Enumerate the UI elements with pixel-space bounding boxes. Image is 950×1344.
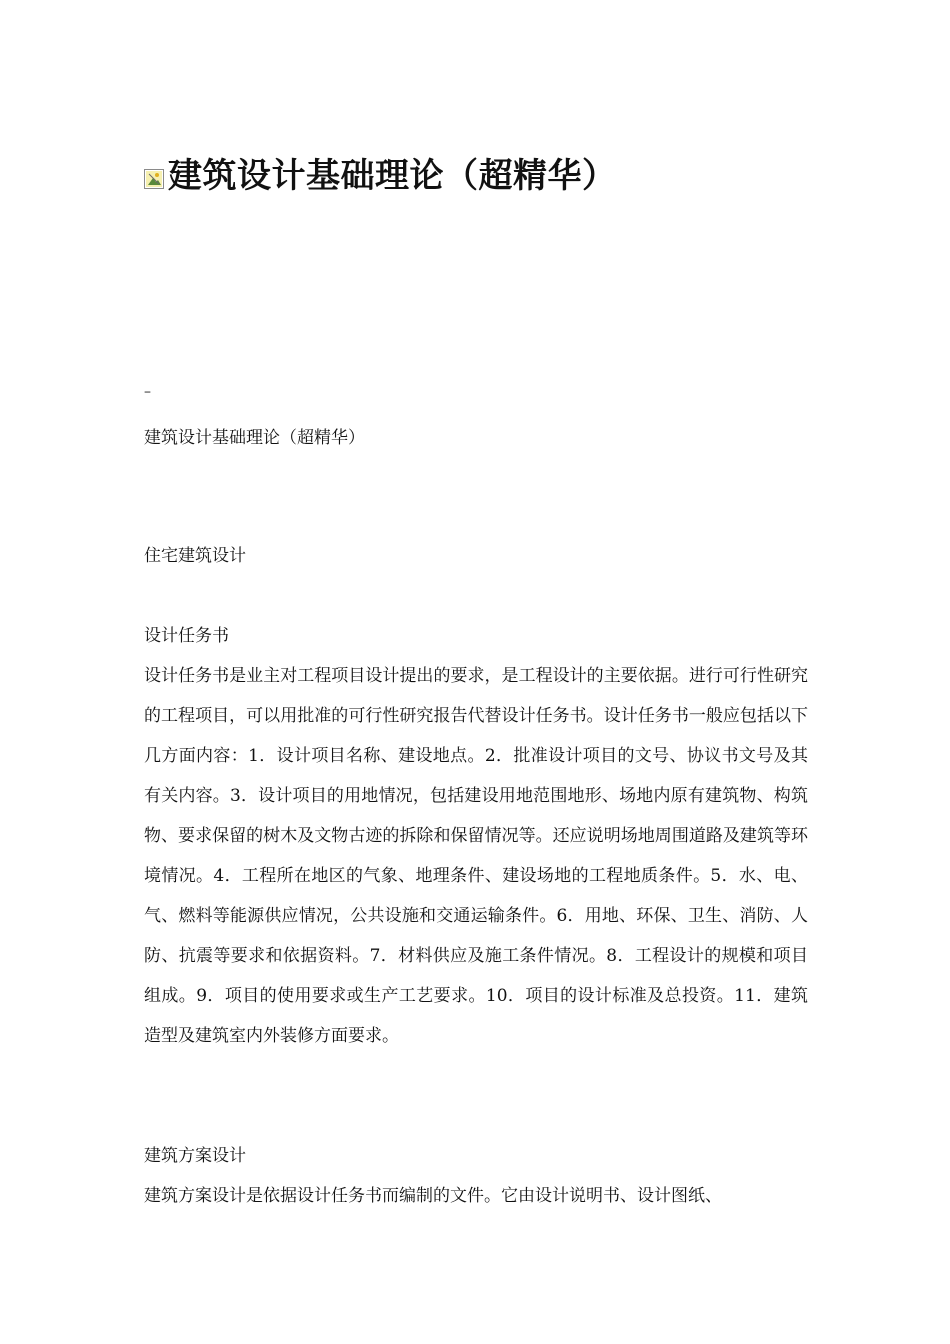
section-heading: 住宅建筑设计 <box>144 546 246 566</box>
subsection-heading-task-book: 设计任务书 <box>144 626 229 646</box>
separator-dash: – <box>144 384 151 400</box>
document-title: 建筑设计基础理论（超精华） <box>168 156 617 196</box>
document-subtitle: 建筑设计基础理论（超精华） <box>144 428 365 448</box>
subsection-body-scheme-design: 建筑方案设计是依据设计任务书而编制的文件。它由设计说明书、设计图纸、 <box>144 1186 722 1206</box>
subsection-heading-scheme-design: 建筑方案设计 <box>144 1146 246 1166</box>
subsection-body-task-book: 设计任务书是业主对工程项目设计提出的要求，是工程设计的主要依据。进行可行性研究的工程项目，可以用批准的可行性研究报告代替设计任务书。设计任务书一般应包括以下几方面内容：1．设计项目名称、建设地点。2．批准设计项目的文号、协议书文号及其有关内容。3．设计项目的用地情况，包括建设用地范围地形、场地内原有建筑物、构筑物、要求保留的树木及文物古迹的拆除和保留情况等。还应说明场地周围道路及建筑等环境情况。4．工程所在地区的气象、地理条件、建设场地的工程地质条件。5．水、电、气、燃料等能源供应情况，公共设施和交通运输条件。6．用地、环保、卫生、消防、人防、抗震等要求和依据资料。7．材料供应及施工条件情况。8．工程设计的规模和项目组成。9．项目的使用要求或生产工艺要求。10．项目的设计标准及总投资。11．建筑造型及建筑室内外装修方面要求。 <box>144 666 808 1046</box>
image-placeholder-icon <box>144 169 164 189</box>
title-row <box>144 150 617 202</box>
